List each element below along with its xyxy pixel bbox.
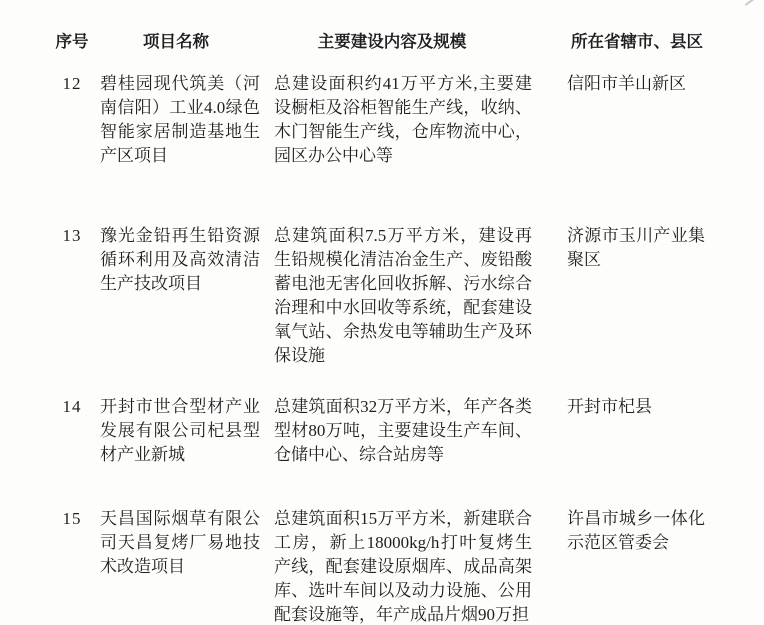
header-construction-content: 主要建设内容及规模	[317, 33, 467, 51]
table-row	[52, 72, 764, 168]
project-name-cell: 豫光金铅再生铅资源循环利用及高效清洁生产技改项目	[100, 226, 260, 293]
location-cell: 信阳市羊山新区	[567, 74, 686, 93]
location-cell: 开封市杞县	[567, 397, 652, 416]
table-header-row	[52, 18, 764, 66]
serial-number-cell: 14	[62, 397, 82, 416]
construction-content-cell: 总建筑面积7.5万平方米，建设再生铅规模化清洁冶金生产、废铅酸蓄电池无害化回收拆解、污水综合治理和中水回收等系统，配套建设氧气站、余热发电等辅助生产及环保设施	[274, 226, 532, 365]
location-cell: 济源市玉川产业集聚区	[567, 226, 705, 269]
serial-number-cell: 12	[62, 74, 82, 93]
header-location: 所在省辖市、县区	[571, 33, 703, 51]
table-row	[52, 395, 764, 467]
scan-artifact-mark	[745, 0, 758, 6]
serial-number-cell: 13	[62, 226, 82, 245]
location-cell: 许昌市城乡一体化示范区管委会	[567, 509, 705, 552]
construction-content-cell: 总建筑面积15万平方米，新建联合工房，新上18000kg/h打叶复烤生产线，配套建设原烟库、成品高架库、选叶车间以及动力设施、公用配套设施等，年产成品片烟90万担	[274, 509, 532, 624]
project-name-cell: 开封市世合型材产业发展有限公司杞县型材产业新城	[100, 397, 260, 464]
construction-content-cell: 总建设面积约41万平方米,主要建设橱柜及浴柜智能生产线，收纳、木门智能生产线，仓库物流中心，园区办公中心等	[274, 74, 532, 165]
table-row	[52, 507, 764, 625]
project-name-cell: 天昌国际烟草有限公司天昌复烤厂易地技术改造项目	[100, 509, 260, 576]
project-name-cell: 碧桂园现代筑美（河南信阳）工业4.0绿色智能家居制造基地生产区项目	[100, 74, 260, 165]
serial-number-cell: 15	[62, 509, 82, 528]
header-serial-number: 序号	[55, 33, 89, 51]
construction-content-cell: 总建筑面积32万平方米，年产各类型材80万吨，主要建设生产车间、仓储中心、综合站房等	[274, 397, 532, 464]
table-row	[52, 224, 764, 368]
header-project-name: 项目名称	[143, 33, 209, 51]
